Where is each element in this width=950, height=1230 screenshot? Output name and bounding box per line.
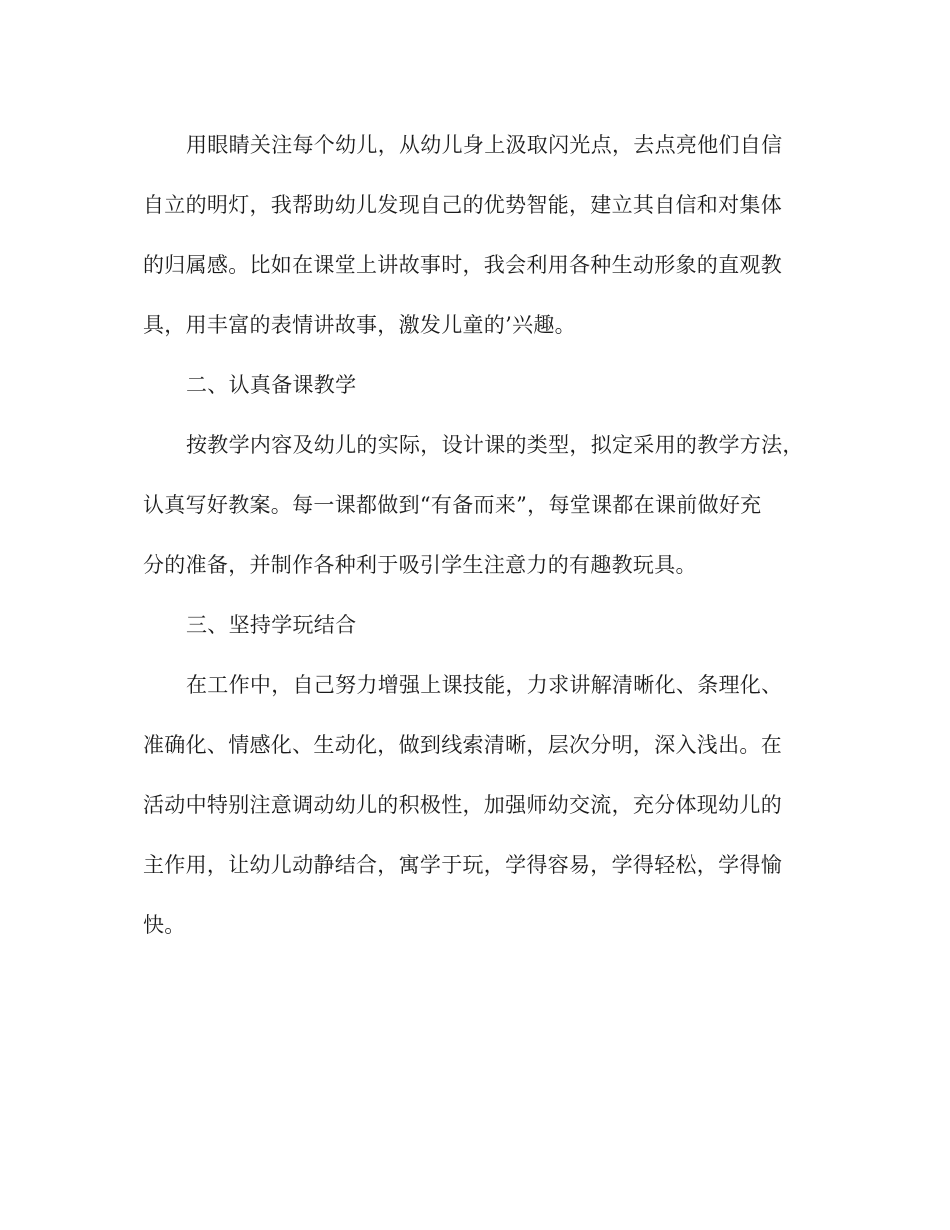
paragraph-line: 准确化、情感化、生动化，做到线索清晰，层次分明，深入浅出。在 (143, 733, 782, 757)
paragraph-line: 活动中特别注意调动幼儿的积极性，加强师幼交流，充分体现幼儿的 (143, 793, 782, 817)
section-heading: 二、认真备课教学 (186, 373, 357, 397)
paragraph-line: 自立的明灯，我帮助幼儿发现自己的优势智能，建立其自信和对集体 (143, 193, 782, 217)
paragraph-line: 在工作中，自己努力增强上课技能，力求讲解清晰化、条理化、 (186, 673, 783, 697)
paragraph-line: 用眼睛关注每个幼儿，从幼儿身上汲取闪光点，去点亮他们自信 (186, 133, 783, 157)
section-heading: 三、坚持学玩结合 (186, 613, 357, 637)
paragraph-line: 分的准备，并制作各种利于吸引学生注意力的有趣教玩具。 (143, 553, 697, 577)
document-body (143, 119, 803, 959)
paragraph-line: 主作用，让幼儿动静结合，寓学于玩，学得容易，学得轻松，学得愉 (143, 853, 782, 877)
paragraph-line: 快。 (143, 913, 186, 937)
paragraph-line: 的归属感。比如在课堂上讲故事时，我会利用各种生动形象的直观教 (143, 253, 782, 277)
paragraph-line: 认真写好教案。每一课都做到“有备而来”，每堂课都在课前做好充 (143, 493, 762, 517)
paragraph-line: 按教学内容及幼儿的实际，设计课的类型，拟定采用的教学方法， (186, 433, 804, 457)
paragraph-line: 具，用丰富的表情讲故事，激发儿童的’兴趣。 (143, 313, 576, 337)
